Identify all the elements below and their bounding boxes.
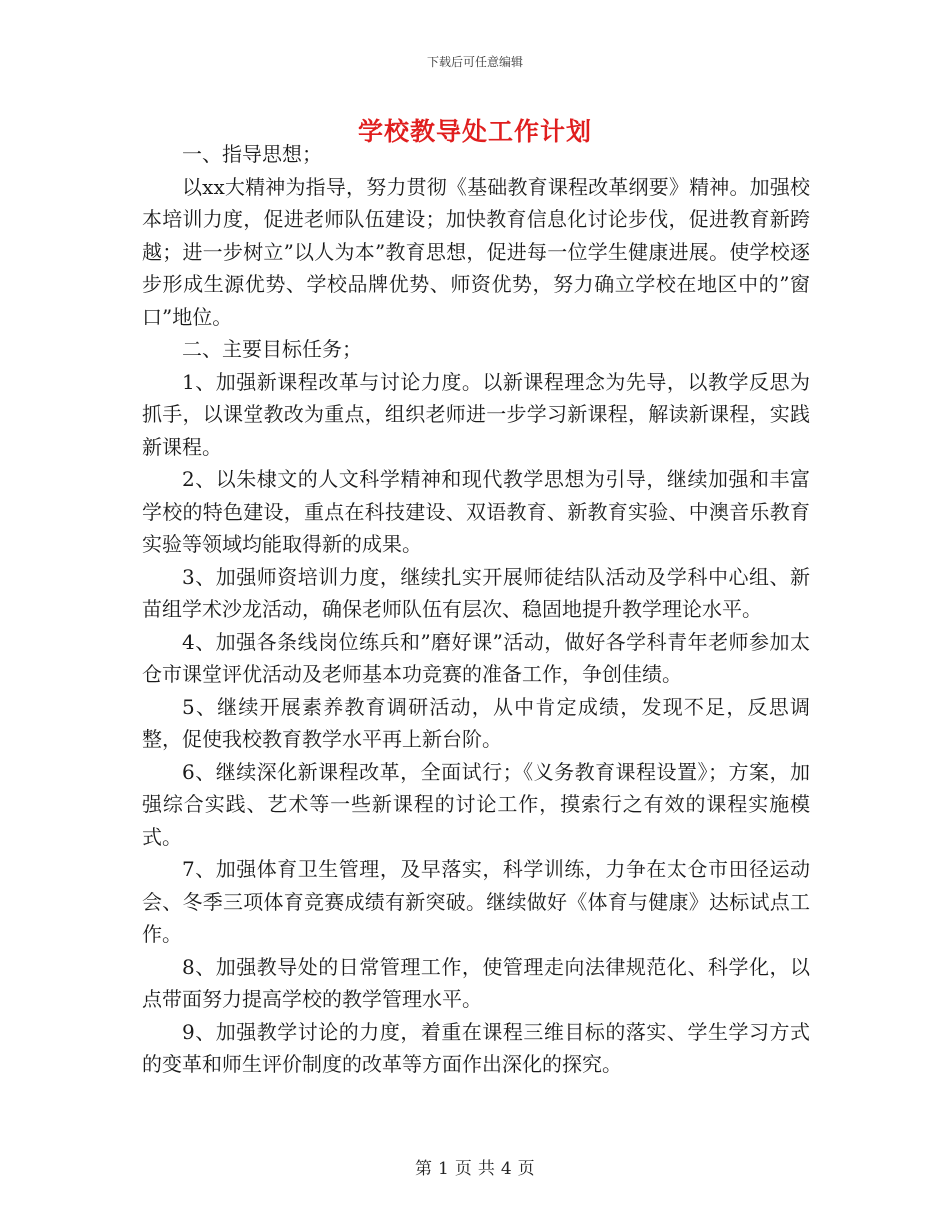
- task-item-5: 5、继续开展素养教育调研活动，从中肯定成绩，发现不足，反思调整，促使我校教育教学水平再上新台阶。: [142, 694, 810, 751]
- task-item-2: 2、以朱棣文的人文科学精神和现代教学思想为引导，继续加强和丰富学校的特色建设，重点在科技建设、双语教育、新教育实验、中澳音乐教育实验等领域均能取得新的成果。: [142, 467, 810, 556]
- document-title: 学校教导处工作计划: [357, 117, 592, 146]
- header-note: 下载后可任意编辑: [426, 55, 523, 69]
- task-item-4: 4、加强各条线岗位练兵和”磨好课”活动，做好各学科青年老师参加太仓市课堂评优活动及老师基本功竞赛的准备工作，争创佳绩。: [142, 629, 810, 686]
- task-item-7: 7、加强体育卫生管理，及早落实，科学训练，力争在太仓市田径运动会、冬季三项体育竞赛成绩有新突破。继续做好《体育与健康》达标试点工作。: [142, 857, 810, 946]
- document-body: [142, 138, 810, 1081]
- page-number-footer: 第 1 页 共 4 页: [415, 1159, 535, 1179]
- task-item-9: 9、加强教学讨论的力度，着重在课程三维目标的落实、学生学习方式的变革和师生评价制度的改革等方面作出深化的探究。: [142, 1019, 810, 1076]
- section-heading-main-tasks: 二、主要目标任务；: [182, 337, 362, 361]
- task-item-3: 3、加强师资培训力度，继续扎实开展师徒结队活动及学科中心组、新苗组学术沙龙活动，确保老师队伍有层次、稳固地提升教学理论水平。: [142, 564, 810, 621]
- task-item-6: 6、继续深化新课程改革，全面试行；《义务教育课程设置》；方案，加强综合实践、艺术等一些新课程的讨论工作，摸索行之有效的课程实施模式。: [142, 759, 810, 849]
- paragraph-guiding-thought: 以xx大精神为指导，努力贯彻《基础教育课程改革纲要》精神。加强校本培训力度，促进老师队伍建设；加快教育信息化讨论步伐，促进教育新跨越；进一步树立”以人为本”教育思想，促进每一位学生健康进展。使学校逐步形成生源优势、学校品牌优势、师资优势，努力确立学校在地区中的”窗口”地位。: [142, 174, 810, 329]
- section-heading-guiding-thought: 一、指导思想；: [182, 142, 322, 166]
- task-item-8: 8、加强教导处的日常管理工作，使管理走向法律规范化、科学化，以点带面努力提高学校的教学管理水平。: [142, 954, 810, 1011]
- task-item-1: 1、加强新课程改革与讨论力度。以新课程理念为先导，以教学反思为抓手，以课堂教改为重点，组织老师进一步学习新课程，解读新课程，实践新课程。: [142, 369, 810, 459]
